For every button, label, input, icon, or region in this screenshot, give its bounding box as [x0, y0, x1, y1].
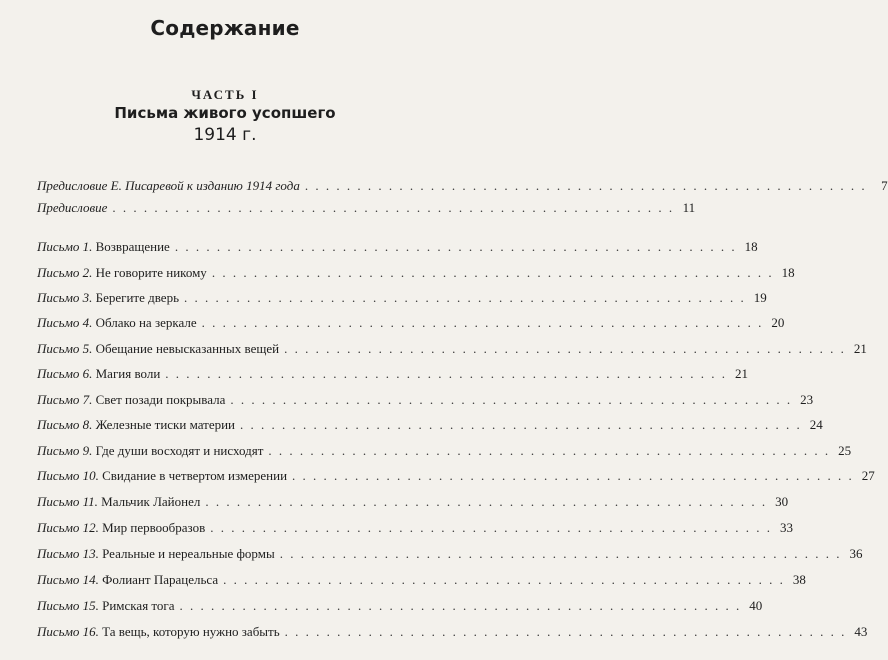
- toc-entry: [37, 544, 863, 564]
- toc-entry-page: 23: [800, 392, 814, 407]
- dot-leader: . . . . . . . . . . . . . . . . . . . . . . . . . . . . . . . . . . . . . . . . . . . . . . . . . . . . . .: [223, 572, 785, 587]
- toc-entry: [37, 518, 793, 538]
- dot-leader: . . . . . . . . . . . . . . . . . . . . . . . . . . . . . . . . . . . . . . . . . . . . . . . . . . . . . .: [284, 341, 846, 356]
- toc-entry-title: Обещание невысказанных вещей: [95, 341, 280, 356]
- toc-entry-prefix: Письмо 10.: [37, 468, 99, 483]
- dot-leader: . . . . . . . . . . . . . . . . . . . . . . . . . . . . . . . . . . . . . . . . . . . . . . . . . . . . . .: [304, 178, 867, 193]
- toc-entry-page: 11: [682, 200, 696, 215]
- dot-leader: . . . . . . . . . . . . . . . . . . . . . . . . . . . . . . . . . . . . . . . . . . . . . . . . . . . . . .: [201, 315, 764, 330]
- toc-entry: [37, 492, 789, 512]
- toc-entry-title: Железные тиски материи: [95, 417, 236, 432]
- toc-entry-page: 30: [775, 494, 789, 509]
- toc-entry-page: 21: [735, 366, 749, 381]
- toc-entry-title: Мир первообразов: [102, 520, 206, 535]
- toc-entry-prefix: Письмо 1.: [37, 239, 93, 254]
- toc-entry-page: 18: [744, 239, 758, 254]
- toc-entry: [37, 237, 758, 257]
- page-title: Содержание: [150, 16, 300, 40]
- toc-entry: [37, 313, 785, 333]
- toc-entry-prefix: Письмо 5.: [37, 341, 93, 356]
- toc-entry-page: 43: [854, 624, 868, 639]
- dot-leader: . . . . . . . . . . . . . . . . . . . . . . . . . . . . . . . . . . . . . . . . . . . . . . . . . . . . . .: [205, 494, 768, 509]
- part-year: 1914 г.: [193, 125, 257, 145]
- dot-leader: . . . . . . . . . . . . . . . . . . . . . . . . . . . . . . . . . . . . . . . . . . . . . . . . . . . . . .: [112, 200, 675, 215]
- toc-entry-prefix: Письмо 9.: [37, 443, 93, 458]
- toc-entry-prefix: Письмо 6.: [37, 366, 93, 381]
- toc-entry-title: Реальные и нереальные формы: [102, 546, 275, 561]
- toc-entry-page: 18: [781, 265, 795, 280]
- dot-leader: . . . . . . . . . . . . . . . . . . . . . . . . . . . . . . . . . . . . . . . . . . . . . . . . . . . . . .: [210, 520, 772, 535]
- toc-entry-page: 27: [861, 468, 875, 483]
- toc-entry-page: 38: [792, 572, 806, 587]
- toc-entry-title: Свет позади покрывала: [95, 392, 226, 407]
- toc-entry-page: 21: [853, 341, 867, 356]
- toc-entry-prefix: Письмо 12.: [37, 520, 99, 535]
- toc-entry-page: 25: [838, 443, 852, 458]
- toc-entry-page: 36: [849, 546, 863, 561]
- dot-leader: . . . . . . . . . . . . . . . . . . . . . . . . . . . . . . . . . . . . . . . . . . . . . . . . . . . . . .: [184, 290, 746, 305]
- toc-entry-page: 7: [881, 178, 888, 193]
- dot-leader: . . . . . . . . . . . . . . . . . . . . . . . . . . . . . . . . . . . . . . . . . . . . . . . . . . . . . .: [174, 239, 737, 254]
- toc-entry: [37, 466, 875, 486]
- toc-entry-prefix: Письмо 13.: [37, 546, 99, 561]
- dot-leader: . . . . . . . . . . . . . . . . . . . . . . . . . . . . . . . . . . . . . . . . . . . . . . . . . . . . . .: [179, 598, 742, 613]
- toc-entry: [37, 596, 763, 616]
- toc-entry-title: Мальчик Лайонел: [101, 494, 201, 509]
- toc-entry-prefix: Письмо 15.: [37, 598, 99, 613]
- toc-entry: [37, 263, 795, 283]
- toc-entry-prefix: Письмо 14.: [37, 572, 99, 587]
- toc-entry: [37, 622, 868, 642]
- toc-entry-title: Магия воли: [95, 366, 161, 381]
- toc-entry-prefix: Письмо 16.: [37, 624, 99, 639]
- toc-entry: [37, 198, 696, 218]
- toc-entry: [37, 415, 823, 435]
- dot-leader: . . . . . . . . . . . . . . . . . . . . . . . . . . . . . . . . . . . . . . . . . . . . . . . . . . . . . .: [284, 624, 847, 639]
- toc-entry: [37, 288, 767, 308]
- toc-entry-prefix: Письмо 2.: [37, 265, 93, 280]
- toc-entry-page: 20: [771, 315, 785, 330]
- toc-entry-title: Римская тога: [102, 598, 175, 613]
- dot-leader: . . . . . . . . . . . . . . . . . . . . . . . . . . . . . . . . . . . . . . . . . . . . . . . . . . . . . .: [292, 468, 854, 483]
- toc-entry: [37, 390, 814, 410]
- part-label: ЧАСТЬ I: [191, 87, 259, 102]
- dot-leader: . . . . . . . . . . . . . . . . . . . . . . . . . . . . . . . . . . . . . . . . . . . . . . . . . . . . . .: [279, 546, 842, 561]
- toc-entry-prefix: Письмо 11.: [37, 494, 98, 509]
- toc-entry-prefix: Письмо 4.: [37, 315, 93, 330]
- toc-entry-prefix: Предисловие: [37, 200, 108, 215]
- dot-leader: . . . . . . . . . . . . . . . . . . . . . . . . . . . . . . . . . . . . . . . . . . . . . . . . . . . . . .: [230, 392, 793, 407]
- part-title: Письма живого усопшего: [114, 104, 336, 122]
- toc-entry-title: Фолиант Парацельса: [102, 572, 219, 587]
- toc-entry: [37, 364, 749, 384]
- dot-leader: . . . . . . . . . . . . . . . . . . . . . . . . . . . . . . . . . . . . . . . . . . . . . . . . . . . . . .: [268, 443, 831, 458]
- toc-entry-page: 40: [749, 598, 763, 613]
- toc-entry-prefix: Письмо 3.: [37, 290, 93, 305]
- dot-leader: . . . . . . . . . . . . . . . . . . . . . . . . . . . . . . . . . . . . . . . . . . . . . . . . . . . . . .: [240, 417, 802, 432]
- toc-entry-title: Возвращение: [95, 239, 170, 254]
- toc-entry: [37, 441, 852, 461]
- toc-entry-prefix: Предисловие Е. Писаревой к изданию 1914 года: [37, 178, 300, 193]
- toc-entry: [37, 176, 888, 196]
- toc-entry: [37, 339, 867, 359]
- toc-entry-title: Облако на зеркале: [95, 315, 197, 330]
- toc-entry-prefix: Письмо 8.: [37, 417, 93, 432]
- toc-entry-title: Берегите дверь: [95, 290, 179, 305]
- toc-entry-title: Та вещь, которую нужно забыть: [102, 624, 280, 639]
- toc-entry: [37, 570, 806, 590]
- toc-entry-title: Где души восходят и нисходят: [95, 443, 264, 458]
- toc-entry-title: Свидание в четвертом измерении: [102, 468, 288, 483]
- dot-leader: . . . . . . . . . . . . . . . . . . . . . . . . . . . . . . . . . . . . . . . . . . . . . . . . . . . . . .: [165, 366, 728, 381]
- toc-entry-title: Не говорите никому: [95, 265, 207, 280]
- dot-leader: . . . . . . . . . . . . . . . . . . . . . . . . . . . . . . . . . . . . . . . . . . . . . . . . . . . . . .: [211, 265, 774, 280]
- toc-entry-prefix: Письмо 7.: [37, 392, 93, 407]
- toc-entry-page: 24: [809, 417, 823, 432]
- toc-entry-page: 33: [780, 520, 793, 535]
- toc-entry-page: 19: [753, 290, 767, 305]
